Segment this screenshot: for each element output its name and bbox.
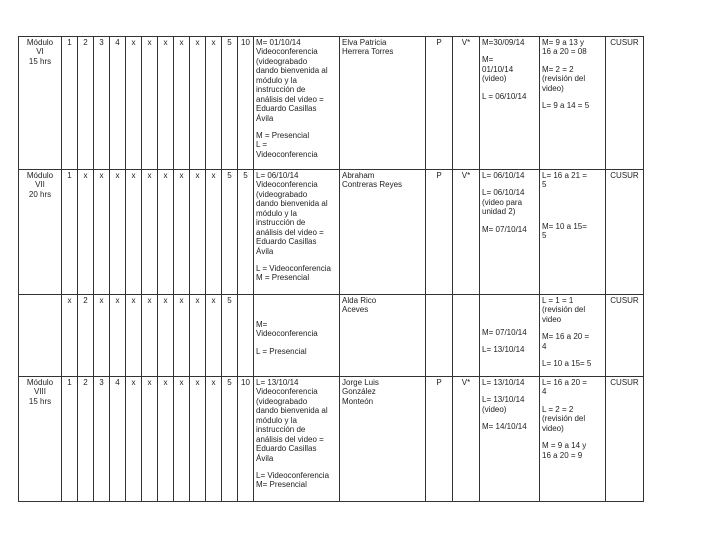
blank-line bbox=[482, 387, 537, 395]
text-line: análisis del video = bbox=[256, 434, 324, 444]
blank-line bbox=[482, 312, 537, 320]
module-cell bbox=[19, 37, 62, 170]
text-line: Módulo bbox=[26, 378, 54, 387]
day-cell: 5 bbox=[238, 170, 254, 295]
text-line: L= 16 a 20 = bbox=[542, 378, 587, 387]
text-line: análisis del video = bbox=[256, 94, 324, 104]
blank-line bbox=[256, 312, 337, 320]
text-line: L = 06/10/14 bbox=[482, 91, 527, 101]
day-cell: 3 bbox=[94, 37, 110, 170]
site-cell: CUSUR bbox=[606, 37, 644, 170]
blank-line bbox=[542, 198, 603, 206]
day-cell: x bbox=[94, 295, 110, 377]
day-cell: x bbox=[78, 170, 94, 295]
text-line: M=30/09/14 bbox=[482, 38, 525, 47]
text-line: Módulo bbox=[26, 171, 54, 180]
text-line: M= 14/10/14 bbox=[482, 422, 527, 432]
text-line: M= 2 = 2 bbox=[542, 64, 574, 74]
description-cell bbox=[254, 295, 340, 377]
text-line: 01/10/14 bbox=[482, 64, 514, 74]
text-line: Ávila bbox=[256, 113, 274, 123]
type-cell: P bbox=[426, 170, 453, 295]
text-line: Eduardo Casillas bbox=[256, 237, 317, 247]
text-line: dando bienvenida al bbox=[256, 199, 328, 209]
schedule-table bbox=[18, 36, 644, 502]
day-cell: x bbox=[158, 377, 174, 502]
day-cell: x bbox=[158, 170, 174, 295]
text-line: Ávila bbox=[256, 246, 274, 256]
text-line: L = bbox=[256, 140, 268, 150]
day-cell: 2 bbox=[78, 377, 94, 502]
day-cell: x bbox=[142, 170, 158, 295]
text-line: L = 1 = 1 bbox=[542, 296, 574, 305]
text-line: (revisión del bbox=[542, 74, 586, 84]
text-line: VIII bbox=[33, 387, 46, 397]
day-cell: x bbox=[126, 170, 142, 295]
blank-line bbox=[542, 214, 603, 222]
text-line: Monteón bbox=[342, 396, 374, 406]
text-line: 16 a 20 = 08 bbox=[542, 47, 587, 57]
day-cell: x bbox=[206, 170, 222, 295]
blank-line bbox=[482, 84, 537, 92]
teacher-cell bbox=[340, 37, 426, 170]
table-row bbox=[19, 377, 644, 502]
text-line: Videoconferencia bbox=[256, 387, 318, 397]
blank-line bbox=[482, 296, 537, 304]
text-line: Videoconferencia bbox=[256, 149, 318, 159]
text-line: L = Presencial bbox=[256, 346, 307, 356]
module-cell bbox=[19, 170, 62, 295]
text-line: Elva Patricia bbox=[342, 38, 387, 47]
day-cell: x bbox=[110, 295, 126, 377]
text-line: dando bienvenida al bbox=[256, 66, 328, 76]
text-line: (videograbado bbox=[256, 189, 308, 199]
text-line: (video) bbox=[482, 404, 507, 414]
blank-line bbox=[542, 433, 603, 441]
day-cell: x bbox=[174, 170, 190, 295]
text-line: M = 9 a 14 y bbox=[542, 441, 587, 451]
text-line: 5 bbox=[542, 180, 547, 190]
day-cell: x bbox=[62, 295, 78, 377]
blank-line bbox=[256, 339, 337, 347]
text-line: análisis del video = bbox=[256, 227, 324, 237]
teacher-cell bbox=[340, 295, 426, 377]
description-cell bbox=[254, 37, 340, 170]
text-line: (videograbado bbox=[256, 56, 308, 66]
text-line: VI bbox=[36, 47, 44, 57]
text-line: unidad 2) bbox=[482, 207, 516, 217]
day-cell: x bbox=[158, 37, 174, 170]
text-line: M= bbox=[482, 55, 494, 65]
blank-line bbox=[256, 256, 337, 264]
blank-line bbox=[482, 337, 537, 345]
day-cell: x bbox=[206, 377, 222, 502]
text-line: Aceves bbox=[342, 305, 369, 315]
day-cell: x bbox=[142, 377, 158, 502]
text-line: instrucción de bbox=[256, 85, 306, 95]
blank-line bbox=[256, 463, 337, 471]
day-cell: x bbox=[206, 295, 222, 377]
day-cell: 1 bbox=[62, 377, 78, 502]
table-row bbox=[19, 295, 644, 377]
type-cell: P bbox=[426, 37, 453, 170]
text-line: L= 16 a 21 = bbox=[542, 171, 587, 180]
blank-line bbox=[482, 180, 537, 188]
blank-line bbox=[542, 351, 603, 359]
blank-line bbox=[542, 324, 603, 332]
site-cell: CUSUR bbox=[606, 295, 644, 377]
day-cell: 2 bbox=[78, 37, 94, 170]
day-cell: x bbox=[110, 170, 126, 295]
hours-cell bbox=[540, 377, 606, 502]
text-line: video) bbox=[542, 83, 564, 93]
text-line: Eduardo Casillas bbox=[256, 444, 317, 454]
text-line: Videoconferencia bbox=[256, 329, 318, 339]
description-cell bbox=[254, 377, 340, 502]
blank-line bbox=[482, 47, 537, 55]
blank-line bbox=[542, 190, 603, 198]
text-line: (revisión del bbox=[542, 305, 586, 315]
type-cell: P bbox=[426, 377, 453, 502]
hours-cell bbox=[540, 170, 606, 295]
module-cell bbox=[19, 377, 62, 502]
modality-cell bbox=[453, 295, 480, 377]
text-line: Abraham bbox=[342, 171, 375, 180]
text-line: 4 bbox=[542, 341, 547, 351]
text-line: dando bienvenida al bbox=[256, 406, 328, 416]
text-line: 4 bbox=[542, 387, 547, 397]
description-cell bbox=[254, 170, 340, 295]
dates-cell bbox=[480, 170, 540, 295]
site-cell: CUSUR bbox=[606, 377, 644, 502]
day-cell: 5 bbox=[222, 295, 238, 377]
blank-line bbox=[256, 304, 337, 312]
text-line: L= 10 a 15= 5 bbox=[542, 359, 592, 369]
text-line: M = Presencial bbox=[256, 130, 310, 140]
text-line: Videoconferencia bbox=[256, 180, 318, 190]
blank-line bbox=[256, 296, 337, 304]
module-cell bbox=[19, 295, 62, 377]
text-line: L = 2 = 2 bbox=[542, 404, 574, 414]
text-line: L = Videoconferencia bbox=[256, 263, 331, 273]
text-line: Ávila bbox=[256, 453, 274, 463]
day-cell: 10 bbox=[238, 377, 254, 502]
text-line: M= 9 a 13 y bbox=[542, 38, 585, 47]
blank-line bbox=[482, 320, 537, 328]
dates-cell bbox=[480, 295, 540, 377]
text-line: L= 13/10/14 bbox=[256, 378, 299, 387]
text-line: video) bbox=[542, 423, 564, 433]
text-line: video bbox=[542, 314, 562, 324]
text-line: VII bbox=[35, 180, 45, 190]
day-cell: 3 bbox=[94, 377, 110, 502]
text-line: módulo y la bbox=[256, 415, 297, 425]
day-cell: x bbox=[190, 170, 206, 295]
text-line: módulo y la bbox=[256, 208, 297, 218]
blank-line bbox=[482, 304, 537, 312]
day-cell: x bbox=[174, 295, 190, 377]
teacher-cell bbox=[340, 377, 426, 502]
blank-line bbox=[542, 93, 603, 101]
day-cell: x bbox=[158, 295, 174, 377]
text-line: Jorge Luis bbox=[342, 378, 379, 387]
text-line: módulo y la bbox=[256, 75, 297, 85]
day-cell bbox=[238, 295, 254, 377]
text-line: 20 hrs bbox=[28, 189, 52, 199]
text-line: M= 10 a 15= bbox=[542, 221, 587, 231]
day-cell: 5 bbox=[222, 37, 238, 170]
day-cell: x bbox=[126, 37, 142, 170]
day-cell: x bbox=[206, 37, 222, 170]
day-cell: x bbox=[126, 377, 142, 502]
blank-line bbox=[256, 123, 337, 131]
text-line: 15 hrs bbox=[28, 56, 52, 66]
text-line: M= 07/10/14 bbox=[482, 224, 527, 234]
text-line: M= 16 a 20 = bbox=[542, 332, 590, 342]
modality-cell: V* bbox=[453, 37, 480, 170]
day-cell: x bbox=[174, 377, 190, 502]
table-row bbox=[19, 170, 644, 295]
site-cell: CUSUR bbox=[606, 170, 644, 295]
text-line: (video) bbox=[482, 74, 507, 84]
day-cell: x bbox=[142, 37, 158, 170]
text-line: L= 13/10/14 bbox=[482, 395, 525, 405]
day-cell: 5 bbox=[222, 170, 238, 295]
text-line: 16 a 20 = 9 bbox=[542, 450, 583, 460]
day-cell: 1 bbox=[62, 37, 78, 170]
text-line: L= 13/10/14 bbox=[482, 378, 525, 387]
dates-cell bbox=[480, 37, 540, 170]
day-cell: x bbox=[126, 295, 142, 377]
text-line: Alda Rico bbox=[342, 296, 377, 305]
type-cell bbox=[426, 295, 453, 377]
text-line: L= 06/10/14 bbox=[482, 171, 525, 180]
day-cell: 10 bbox=[238, 37, 254, 170]
day-cell: x bbox=[190, 295, 206, 377]
table-row bbox=[19, 37, 644, 170]
text-line: M = Presencial bbox=[256, 273, 310, 283]
day-cell: 5 bbox=[222, 377, 238, 502]
text-line: L= 13/10/14 bbox=[482, 345, 525, 355]
day-cell: 4 bbox=[110, 377, 126, 502]
text-line: Contreras Reyes bbox=[342, 180, 403, 190]
hours-cell bbox=[540, 37, 606, 170]
blank-line bbox=[482, 217, 537, 225]
day-cell: x bbox=[190, 37, 206, 170]
text-line: L= Videoconferencia bbox=[256, 470, 330, 480]
day-cell: x bbox=[142, 295, 158, 377]
text-line: (revisión del bbox=[542, 414, 586, 424]
day-cell: x bbox=[190, 377, 206, 502]
text-line: Videoconferencia bbox=[256, 47, 318, 57]
text-line: Herrera Torres bbox=[342, 47, 394, 57]
text-line: M= 01/10/14 bbox=[256, 38, 301, 47]
blank-line bbox=[542, 57, 603, 65]
day-cell: 4 bbox=[110, 37, 126, 170]
blank-line bbox=[542, 397, 603, 405]
text-line: (videograbado bbox=[256, 396, 308, 406]
blank-line bbox=[542, 206, 603, 214]
teacher-cell bbox=[340, 170, 426, 295]
text-line: 5 bbox=[542, 231, 547, 241]
text-line: L= 06/10/14 bbox=[482, 188, 525, 198]
modality-cell: V* bbox=[453, 377, 480, 502]
text-line: Módulo bbox=[26, 38, 54, 47]
text-line: instrucción de bbox=[256, 218, 306, 228]
text-line: L= 06/10/14 bbox=[256, 171, 299, 180]
text-line: González bbox=[342, 387, 376, 397]
day-cell: x bbox=[174, 37, 190, 170]
text-line: M= Presencial bbox=[256, 480, 307, 490]
text-line: (video para bbox=[482, 197, 523, 207]
text-line: Eduardo Casillas bbox=[256, 104, 317, 114]
blank-line bbox=[482, 414, 537, 422]
day-cell: 2 bbox=[78, 295, 94, 377]
text-line: instrucción de bbox=[256, 425, 306, 435]
text-line: 15 hrs bbox=[28, 396, 52, 406]
hours-cell bbox=[540, 295, 606, 377]
text-line: L= 9 a 14 = 5 bbox=[542, 101, 590, 111]
modality-cell: V* bbox=[453, 170, 480, 295]
text-line: M= 07/10/14 bbox=[482, 328, 527, 337]
day-cell: x bbox=[94, 170, 110, 295]
dates-cell bbox=[480, 377, 540, 502]
text-line: M= bbox=[256, 320, 268, 329]
day-cell: 1 bbox=[62, 170, 78, 295]
